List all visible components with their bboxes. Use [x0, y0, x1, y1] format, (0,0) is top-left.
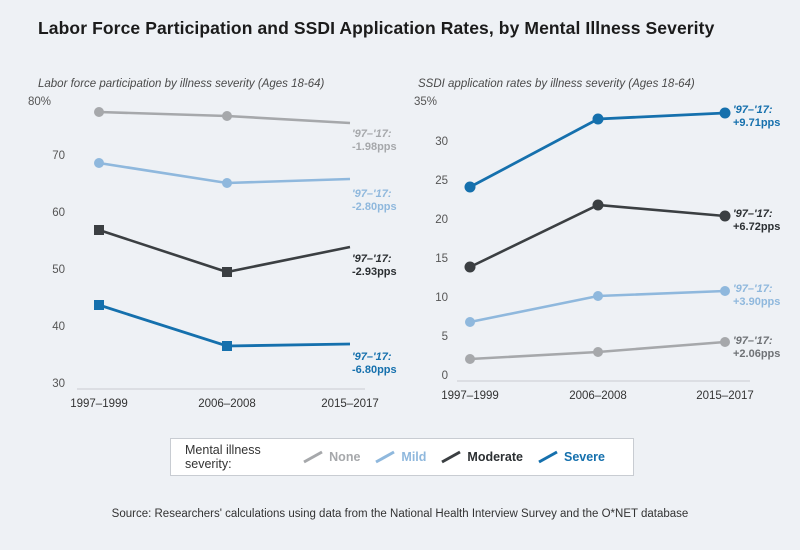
annotation-right-mild: '97–'17: +3.90pps — [733, 283, 781, 308]
y-axis-unit-right: 35% — [414, 96, 438, 108]
y-tick-left-30: 30 — [52, 378, 65, 390]
y-tick-left-70: 70 — [52, 150, 65, 162]
x-tick-left-2: 2006–2008 — [198, 398, 256, 410]
chart-subtitle-left: Labor force participation by illness severity (Ages 18-64) — [38, 78, 325, 90]
x-tick-right-1: 1997–1999 — [441, 390, 499, 402]
y-tick-left-40: 40 — [52, 321, 65, 333]
legend-item-moderate[interactable] — [440, 450, 523, 464]
legend-label-moderate: Moderate — [467, 450, 523, 464]
legend-title: Mental illness severity: — [185, 443, 261, 471]
source-note: Source: Researchers' calculations using data from the National Health Interview Survey and the O*NET database — [111, 508, 689, 520]
x-tick-right-2: 2006–2008 — [569, 390, 627, 402]
annotation-right-none: '97–'17: +2.06pps — [733, 335, 781, 360]
x-tick-right-3: 2015–2017 — [696, 390, 754, 402]
chart-panel-ssdi — [400, 70, 790, 420]
legend — [170, 438, 634, 476]
y-axis-unit-left: 80% — [28, 96, 52, 108]
legend-item-severe[interactable] — [537, 450, 605, 464]
annotation-right-severe: '97–'17: +9.71pps — [733, 104, 781, 129]
annotation-right-moderate: '97–'17: +6.72pps — [733, 208, 781, 233]
y-tick-right-30: 30 — [435, 136, 448, 148]
legend-item-mild[interactable] — [374, 450, 426, 464]
x-tick-left-3: 2015–2017 — [321, 398, 379, 410]
legend-swatch-mild-icon — [374, 450, 396, 464]
y-tick-right-10: 10 — [435, 292, 448, 304]
annotation-left-moderate: '97–'17: -2.93pps — [352, 253, 397, 278]
legend-swatch-severe-icon — [537, 450, 559, 464]
annotation-left-mild: '97–'17: -2.80pps — [352, 188, 397, 213]
y-tick-right-5: 5 — [441, 331, 448, 343]
legend-label-mild: Mild — [401, 450, 427, 464]
legend-swatch-moderate-icon — [440, 450, 462, 464]
y-tick-left-50: 50 — [52, 264, 65, 276]
chart-panel-labor-force — [20, 70, 400, 420]
chart-subtitle-right: SSDI application rates by illness severity (Ages 18-64) — [418, 78, 695, 90]
series-lines-left — [20, 98, 400, 398]
page-title: Labor Force Participation and SSDI Application Rates, by Mental Illness Severity — [38, 18, 715, 38]
annotation-left-none: '97–'17: -1.98pps — [352, 128, 397, 153]
annotation-left-severe: '97–'17: -6.80pps — [352, 351, 397, 376]
plot-area-left — [20, 98, 400, 420]
y-tick-right-0: 0 — [441, 370, 448, 382]
y-tick-right-25: 25 — [435, 175, 448, 187]
series-lines-right — [400, 98, 790, 398]
legend-item-none[interactable] — [302, 450, 360, 464]
plot-area-right — [400, 98, 790, 420]
y-tick-right-20: 20 — [435, 214, 448, 226]
legend-label-none: None — [329, 450, 361, 464]
legend-label-severe: Severe — [563, 450, 605, 464]
legend-swatch-none-icon — [302, 450, 324, 464]
x-tick-left-1: 1997–1999 — [70, 398, 128, 410]
y-tick-left-60: 60 — [52, 207, 65, 219]
y-tick-right-15: 15 — [435, 253, 448, 265]
